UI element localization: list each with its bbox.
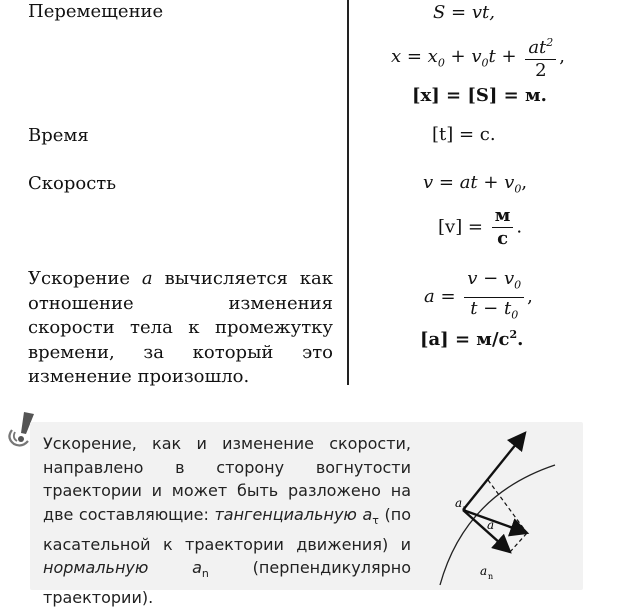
dashed-line-2 xyxy=(510,533,527,552)
total-vector xyxy=(463,510,527,533)
label-displacement: Перемещение xyxy=(28,1,164,22)
formula-speed-main: v = at + v xyxy=(423,172,515,193)
variable-a: a xyxy=(141,268,153,289)
note-text: Ускорение, как и изменение скорости, направлено в сторону вогнутости траектории и может быть разложено на две составляющие: тангенциальную $a_\tau$ (по касательной к траектории движения) и нормальную $a_n$ (перпендикулярно траектории). xyxy=(43,434,411,607)
column-divider xyxy=(347,0,349,385)
note-text-part2: (по касательной к траектории движения) и xyxy=(43,504,411,554)
formula-coordinate: $x = x_0 + v_0t$ + $\frac{at^2}{2}$ , xyxy=(391,32,565,82)
note-text-part3: (перпендикулярно траектории). xyxy=(43,558,411,607)
formula-acceleration-end: , xyxy=(527,286,533,308)
units-speed-end: . xyxy=(516,216,523,238)
formula-coordinate-tail: t + xyxy=(488,46,517,67)
label-a-tau: a xyxy=(455,496,463,510)
svg-text:n: n xyxy=(488,572,494,581)
acceleration-description xyxy=(28,267,333,390)
label-speed: Скорость xyxy=(28,173,117,194)
note-tangential: тангенциальную xyxy=(214,504,357,524)
units-speed xyxy=(438,205,522,250)
units-acceleration-text: [a] = м/с xyxy=(420,329,510,350)
label-a: a xyxy=(487,518,495,532)
formula-acceleration-lhs: a = xyxy=(424,286,456,308)
units-speed-num: м xyxy=(492,205,514,228)
label-a-n: a xyxy=(480,564,488,578)
units-displacement: [x] = [S] = м. xyxy=(412,85,547,106)
acc-frac-den: t − t xyxy=(470,297,512,319)
formula-acceleration xyxy=(424,268,533,326)
formula-displacement-s: S = vt, xyxy=(433,2,495,23)
acceleration-description-text: Ускорение a вычисляется как отношение изменения скорости тела к промежутку времени, за который это изменение произошло. xyxy=(28,268,334,387)
formula-coordinate-end: , xyxy=(559,46,566,67)
formula-speed: v = at + $v_0$, xyxy=(423,172,528,196)
trajectory-curve xyxy=(440,465,555,585)
fraction-dv-over-dt: $\frac{v - v_0}{t - t_0}$ xyxy=(464,268,524,326)
fraction-m-over-s xyxy=(492,205,514,250)
note-normal: нормальную xyxy=(43,558,149,578)
acc-frac-num: v − v xyxy=(467,268,515,289)
label-time: Время xyxy=(28,125,89,146)
frac-denominator: 2 xyxy=(535,60,547,81)
acceleration-decomposition-diagram xyxy=(430,425,580,590)
formula-coordinate-lhs: x = x xyxy=(391,46,438,67)
formula-speed-end: , xyxy=(521,172,528,193)
units-time: [t] = с. xyxy=(432,124,496,145)
frac-numerator: at xyxy=(528,37,547,58)
units-speed-lhs: [v] = xyxy=(438,216,484,238)
units-speed-den: с xyxy=(497,228,509,249)
note-text-part1: Ускорение, как и изменение скорости, направлено в сторону вогнутости траектории и может быть разложено на две составляющие: xyxy=(43,434,411,524)
svg-text:τ: τ xyxy=(463,504,468,513)
units-acceleration: $[a] = м/с^2$. xyxy=(420,328,524,350)
fraction-at2-over-2: $\frac{at^2}{2}$ xyxy=(525,32,556,82)
